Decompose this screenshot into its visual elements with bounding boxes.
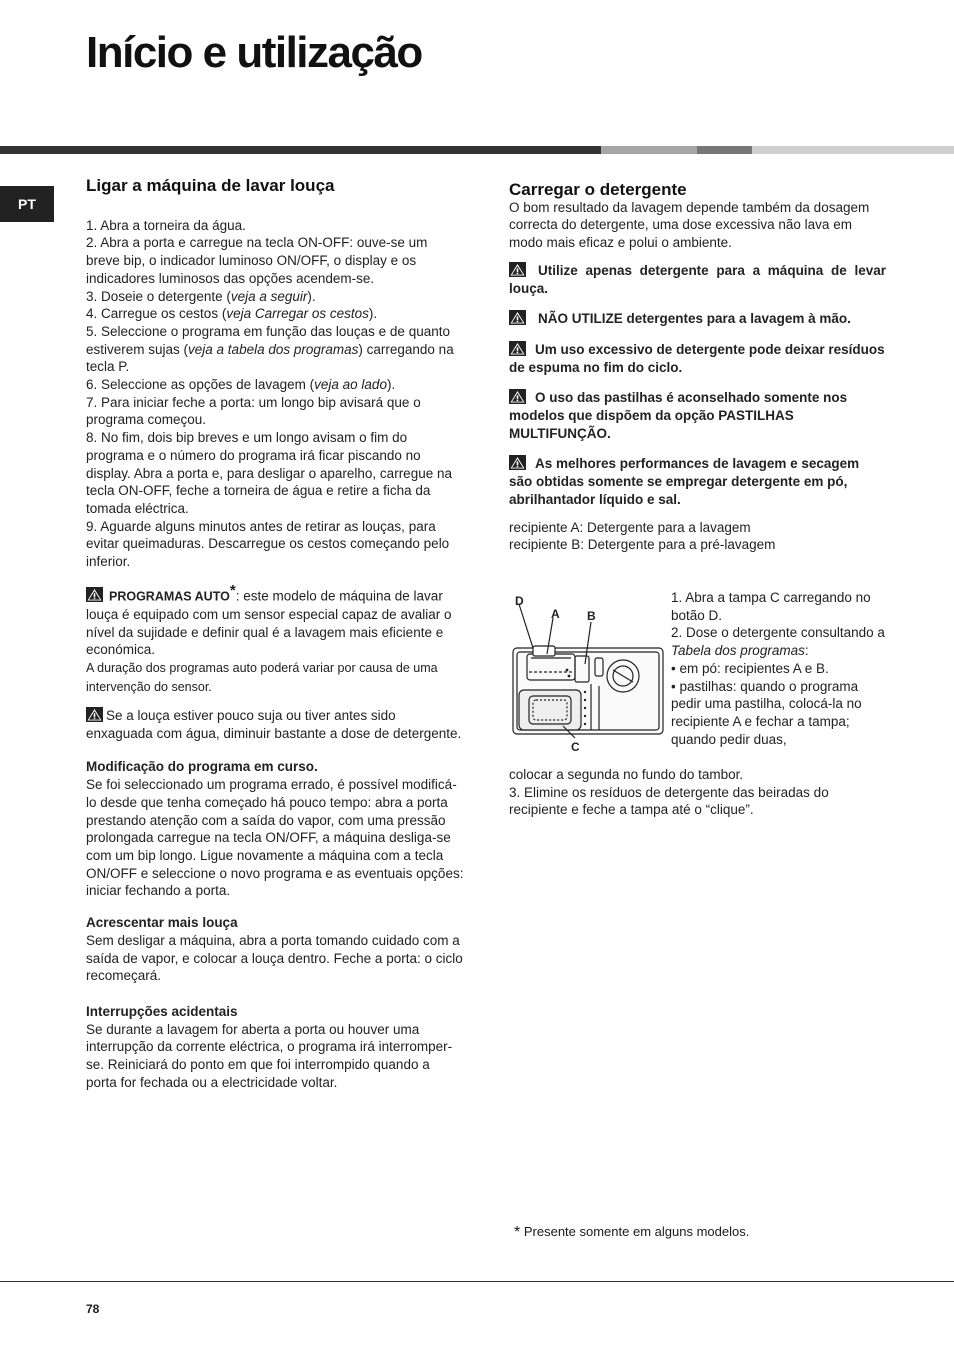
- section-heading-ligar: Ligar a máquina de lavar louça: [86, 176, 335, 195]
- step-8: 8. No fim, dois bip breves e um longo avisam o fim do programa e o número do programa irá ficar piscando no display. Abra a porta e, para desligar o aparelho, carregue na tecla ON-OFF, feche a torneira de água e retire a ficha da tomada eléctrica.: [86, 430, 452, 516]
- diagram-label-d: D: [515, 594, 524, 608]
- warning-2: NÃO UTILIZE detergentes para a lavagem à mão.: [509, 310, 886, 328]
- warning-icon: [509, 341, 526, 356]
- warning-icon: [509, 262, 526, 277]
- right-column: [509, 181, 886, 554]
- step-3: 3. Doseie o detergente (veja a seguir).: [86, 288, 316, 304]
- footer-rule: [0, 1281, 954, 1282]
- step-7: 7. Para iniciar feche a porta: um longo bip avisará que o programa começou.: [86, 394, 421, 428]
- diagram-label-b: B: [587, 609, 596, 623]
- language-tab: PT: [0, 186, 54, 222]
- modify-heading: Modificação do programa em curso.: [86, 759, 318, 775]
- diagram-label-c: C: [571, 740, 580, 754]
- interruptions-heading: Interrupções acidentais: [86, 1003, 238, 1019]
- instructions-bottom: [509, 766, 886, 819]
- instruction-1: 1. Abra a tampa C carregando no botão D.: [671, 590, 871, 623]
- interruptions-text: Se durante a lavagem for aberta a porta ou houver uma interrupção da corrente eléctrica, o programa irá interromper-se. Reiniciará do ponto em que foi interrompido quando a porta for fechada ou a electricidade voltar.: [86, 1021, 453, 1090]
- header-rule-light: [752, 146, 954, 154]
- recipient-b: recipiente B: Detergente para a pré-lavagem: [509, 537, 776, 553]
- diagram-label-a: A: [551, 607, 560, 621]
- add-dishes-heading: Acrescentar mais louça: [86, 915, 238, 931]
- warning-icon: [86, 707, 103, 722]
- bullet-tablets-continued: colocar a segunda no fundo do tambor.: [509, 767, 744, 782]
- step-9: 9. Aguarde alguns minutos antes de retirar as louças, para evitar queimaduras. Descarregue os cestos começando pelo inferior.: [86, 518, 450, 570]
- bullet-tablets: • pastilhas: quando o programa pedir uma pastilha, colocá-la no recipiente A e fechar a tampa; quando pedir duas,: [671, 678, 862, 747]
- header-rule-dark: [0, 146, 601, 154]
- section-heading-detergente: Carregar o detergente: [509, 180, 687, 199]
- warning-icon: [509, 389, 526, 404]
- instruction-2: 2. Dose o detergente consultando a Tabela dos programas:: [671, 625, 885, 659]
- add-dishes-text: Sem desligar a máquina, abra a porta tomando cuidado com a saída de vapor, e colocar a louça dentro. Feche a porta: o ciclo recomeçará.: [86, 932, 463, 984]
- left-column: [86, 177, 464, 1091]
- step-5: 5. Seleccione o programa em função das louças e de quanto estiverem sujas (veja a tabela dos programas) carregando na tecla P.: [86, 323, 454, 375]
- instruction-3: 3. Elimine os resíduos de detergente das beiradas do recipiente e feche a tampa até o “clique”.: [509, 784, 829, 818]
- modify-text: Se foi seleccionado um programa errado, é possível modificá-lo desde que tenha começado há pouco tempo: abra a porta prestando atenção com a saída do vapor, com uma pressão prolongada carregue na tecla ON/OFF, a máquina desliga-se com um bip longo. Ligue novamente a máquina com a tecla ON/OFF e seleccione o novo programa e as eventuais opções: iniciar fechando a porta.: [86, 777, 464, 899]
- step-6: 6. Seleccione as opções de lavagem (veja ao lado).: [86, 377, 396, 393]
- warning-icon: [86, 587, 103, 602]
- rinse-note: Se a louça estiver pouco suja ou tiver antes sido enxaguada com água, diminuir bastante a dose de detergente.: [86, 708, 462, 741]
- header-rule-gray: [697, 146, 752, 154]
- page-title: Início e utilização: [86, 28, 422, 77]
- step-2: 2. Abra a porta e carregue na tecla ON-OFF: ouve-se um breve bip, o indicador luminoso ON/OFF, o display e os indicadores luminosos das opções acendem-se.: [86, 235, 428, 286]
- header-rule-mid: [601, 146, 697, 154]
- auto-note: A duração dos programas auto poderá variar por causa de uma intervenção do sensor.: [86, 661, 438, 695]
- recipient-a: recipiente A: Detergente para a lavagem: [509, 519, 751, 535]
- bullet-powder: • em pó: recipientes A e B.: [671, 660, 829, 676]
- step-4: 4. Carregue os cestos (veja Carregar os cestos).: [86, 306, 378, 322]
- warning-1: Utilize apenas detergente para a máquina de levar louça.: [509, 262, 886, 296]
- instructions-side: [671, 589, 886, 748]
- warning-5: As melhores performances de lavagem e secagem são obtidas somente se empregar detergente em pó, abrilhantador líquido e sal.: [509, 456, 860, 507]
- warning-icon: [509, 455, 526, 470]
- warning-icon: [509, 310, 526, 325]
- footnote: * Presente somente em alguns modelos.: [514, 1224, 750, 1241]
- warning-3: Um uso excessivo de detergente pode deixar resíduos de espuma no fim do ciclo.: [509, 341, 885, 375]
- warning-4: O uso das pastilhas é aconselhado somente nos modelos que dispõem da opção PASTILHAS MULTIFUNÇÃO.: [509, 390, 848, 441]
- step-1: 1. Abra a torneira da água.: [86, 217, 246, 233]
- detergent-dispenser-diagram: [509, 592, 665, 760]
- auto-programs-paragraph: PROGRAMAS AUTO*: este modelo de máquina de lavar louça é equipado com um sensor especial capaz de avaliar o nível da sujidade e definir qual é a lavagem mais eficiente e económica.: [86, 581, 452, 658]
- detergent-intro: O bom resultado da lavagem depende também da dosagem correcta do detergente, uma dose excessiva não lava em modo mais eficaz e polui o ambiente.: [509, 199, 870, 251]
- page-number: 78: [86, 1302, 100, 1316]
